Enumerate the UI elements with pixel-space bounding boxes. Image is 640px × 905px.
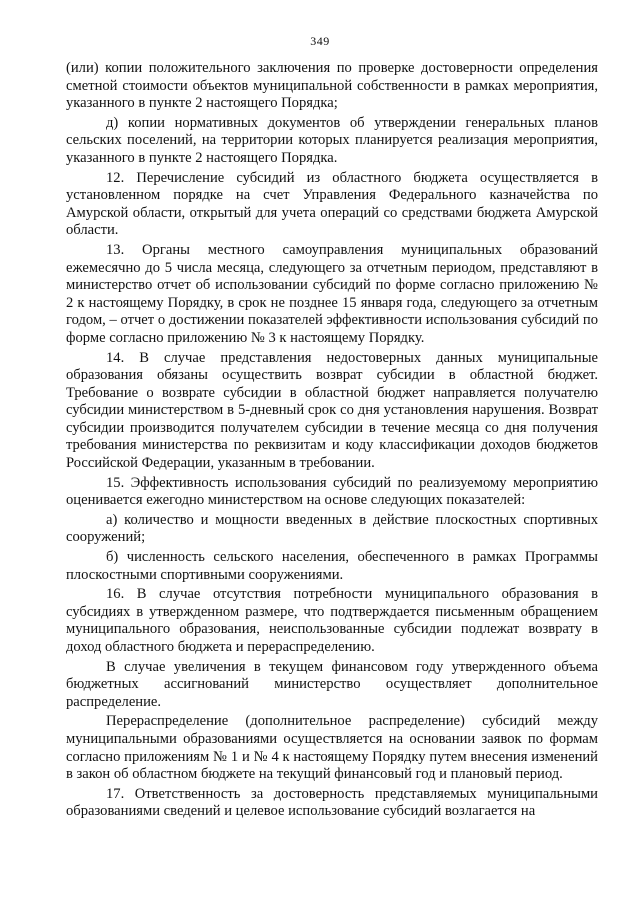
paragraph-14: 14. В случае представления недостоверных данных муниципальные образования обязаны осуществить возврат субсидии в областной бюджет. Требование о возврате субсидии в областной бюджет направляется получателю субсидии министерством в 5-дневный срок со дня установления нарушения. Возврат субсидии производится получателем субсидии в течение месяца со дня получения требования министерства по реквизитам и коду классификации доходов бюджетов Российской Федерации, указанным в требовании. — [66, 349, 598, 472]
paragraph-item-d: д) копии нормативных документов об утверждении генеральных планов сельских поселений, на территории которых планируется реализация мероприятия, указанного в пункте 2 настоящего Порядка. — [66, 114, 598, 166]
paragraph-13: 13. Органы местного самоуправления муниципальных образований ежемесячно до 5 числа месяца, следующего за отчетным периодом, представляют в министерство отчет об использовании субсидий по форме согласно приложению № 2 к настоящему Порядку, в срок не позднее 15 января года, следующего за отчетным годом, – отчет о достижении показателей эффективности использования субсидий по форме согласно приложению № 3 к настоящему Порядку. — [66, 241, 598, 346]
paragraph-15-item-a: а) количество и мощности введенных в действие плоскостных спортивных сооружений; — [66, 511, 598, 546]
paragraph-15-item-b: б) численность сельского населения, обеспеченного в рамках Программы плоскостными спортивными сооружениями. — [66, 549, 598, 583]
paragraph-15: 15. Эффективность использования субсидий по реализуемому мероприятию оценивается ежегодно министерством на основе следующих показателей: — [66, 474, 598, 509]
paragraph-16: 16. В случае отсутствия потребности муниципального образования в субсидиях в утвержденном размере, что подтверждается письменным обращением муниципального образования, неиспользованные субсидии подлежат возврату в доход областного бюджета и перераспределению. — [66, 586, 598, 655]
document-body — [66, 60, 598, 823]
page-number: 349 — [310, 34, 330, 48]
paragraph-continuation: (или) копии положительного заключения по проверке достоверности определения сметной стоимости объектов муниципальной собственности в рамках мероприятия, указанного в пункте 2 настоящего Порядка; — [66, 60, 598, 112]
paragraph-16-redistribution: Перераспределение (дополнительное распределение) субсидий между муниципальными образованиями осуществляется на основании заявок по формам согласно приложениям № 1 и № 4 к настоящему Порядку путем внесения изменений в закон об областном бюджете на текущий финансовый год и плановый период. — [66, 713, 598, 783]
paragraph-12: 12. Перечисление субсидий из областного бюджета осуществляется в установленном порядке на счет Управления Федерального казначейства по Амурской области, открытый для учета операций со средствами бюджета Амурской области. — [66, 169, 598, 239]
paragraph-17: 17. Ответственность за достоверность представляемых муниципальными образованиями сведений и целевое использование субсидий возлагается на — [66, 785, 598, 820]
paragraph-16-additional-distribution: В случае увеличения в текущем финансовом году утвержденного объема бюджетных ассигнований министерство осуществляет дополнительное распределение. — [66, 658, 598, 710]
